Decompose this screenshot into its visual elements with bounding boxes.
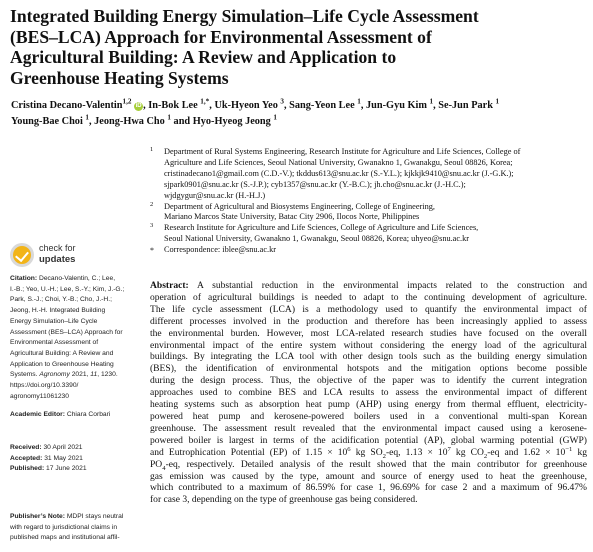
subscript: 2 [483, 452, 488, 460]
author-affil-sup: 1,* [200, 97, 210, 106]
affiliation-number: 1 [150, 146, 154, 153]
abstract-line: which contributed to a maximum of 86.59% for case 1, 96.69% for case 2 and a maximum of 96.47% [150, 482, 587, 494]
author-name: , In-Bok Lee [143, 100, 201, 111]
title-line: Greenhouse Heating Systems [10, 67, 229, 88]
date-received [10, 443, 145, 454]
check-for-updates-label: updates [39, 254, 76, 265]
citation-text: Decano-Valentin, C.; Lee, [37, 275, 116, 282]
author-name: Cristina Decano-Valentin [11, 100, 123, 111]
citation-line [10, 274, 145, 285]
correspondence [150, 245, 590, 256]
affiliation-line: Department of Rural Systems Engineering, Research Institute for Agriculture and Life Sciences, College of [164, 147, 521, 156]
orcid-icon[interactable]: iD [135, 103, 142, 109]
title-line: Agricultural Building: A Review and Application to [10, 47, 397, 67]
abstract-line: heating systems such as absorption heat pump (AHP) using energy from thermal effluent, electricity- [150, 399, 587, 411]
abstract-line: gas emission was caused by the type, amount and source of energy used to heat the greenhouse, [150, 470, 587, 482]
citation-line [10, 370, 145, 381]
abstract-line: buildings. By integrating the LCA tool with other design tools such as the building energy simulation [150, 351, 587, 363]
title-line: (BES–LCA) Approach for Environmental Assessment of [10, 26, 432, 47]
editor-name: Chiara Corbari [65, 411, 111, 418]
abstract-line: approaches used to combine BES and LCA results to assess the environmental impact of different [150, 387, 587, 399]
affiliation-3 [150, 223, 590, 245]
citation-line: I.-B.; Yeo, U.-H.; Lee, S.-Y.; Kim, J.-G.; [10, 285, 125, 293]
author-list [11, 98, 586, 130]
exponent: −1 [565, 445, 573, 453]
affiliation-number: 3 [150, 222, 154, 230]
publisher-note [10, 512, 145, 544]
abstract-text: kg [572, 446, 587, 458]
correspondence-marker: * [150, 246, 154, 256]
abstract-line: during the design process. Thus, the objective of the paper was to identify the current integration [150, 375, 587, 387]
affiliation-2 [150, 202, 590, 224]
abstract-text: PO [150, 458, 163, 470]
abstract-line [150, 459, 587, 471]
title-line: Integrated Building Energy Simulation–Life Cycle Assessment [10, 6, 479, 26]
author-affil-sup: 1 [357, 97, 361, 106]
abstract-text: kg CO [450, 446, 484, 458]
abstract-text: -eq, 1.13 × 10 [385, 446, 448, 458]
abstract-heading: Abstract: [150, 280, 189, 291]
publisher-note-text: MDPI stays neutral [65, 513, 124, 520]
editor-label: Academic Editor: [10, 411, 65, 418]
author-affil-sup: 1 [85, 113, 89, 122]
citation-line: Park, S.-J.; Choi, Y.-B.; Cho, J.-H.; [10, 296, 112, 304]
abstract-line: powered boiler is largest in terms of the acidification potential (AP), global warming potential (GWP) [150, 434, 587, 446]
author-name: , Se-Jun Park [433, 100, 496, 111]
affiliation-line: cristinadecano1@gmail.com (C.D.-V.); tkddus613@snu.ac.kr (S.-Y.L.); kjkkjk9410@snu.ac.kr (J.-G.K.); [164, 168, 514, 178]
check-for-updates-label: check for [39, 243, 76, 253]
date-accepted [10, 454, 145, 465]
affiliation-line: Mariano Marcos State University, Batac City 2906, Ilocos Norte, Philippines [164, 212, 420, 222]
author-affil-sup: 1 [429, 97, 434, 106]
affiliations [150, 147, 590, 256]
doi-link[interactable]: agronomy11061230 [10, 392, 69, 400]
abstract-line: for case 3, depending on the type of greenhouse gas being considered. [150, 494, 418, 506]
affiliation-line: wjdgygur@snu.ac.kr (H.-H.J.) [164, 190, 266, 200]
citation-journal: Agronomy [39, 371, 70, 379]
date-value: 31 May 2021 [42, 454, 83, 462]
citation-line: Application to Greenhouse Heating [10, 360, 114, 368]
exponent: 6 [347, 445, 351, 453]
check-for-updates-badge[interactable] [10, 241, 90, 271]
date-published [10, 464, 145, 475]
abstract-line [150, 447, 587, 459]
date-label: Received: [10, 444, 42, 451]
abstract-text: and Eutrophication Potential (EP) of 1.15 × 10 [150, 446, 348, 458]
correspondence-line[interactable]: Correspondence: iblee@snu.ac.kr [164, 245, 277, 255]
abstract-text: kg SO [350, 446, 383, 458]
citation-text: 2021, [69, 371, 91, 379]
affiliation-1 [150, 147, 590, 202]
publisher-note-label: Publisher’s Note: [10, 513, 65, 520]
author-name: , Jeong-Hwa Cho [89, 116, 168, 127]
date-label: Accepted: [10, 454, 43, 462]
article-title [10, 6, 585, 88]
citation-text: , 1230. [97, 371, 118, 379]
citation-label: Citation: [10, 275, 38, 282]
abstract [150, 280, 587, 506]
citation-line: Jeong, H.-H. Integrated Building [10, 307, 106, 315]
affiliation-line: sjpark0901@snu.ac.kr (S.-J.P.); cyb1357@snu.ac.kr (Y.-B.C.); jh.cho@snu.ac.kr (J.-H.C.); [164, 179, 466, 189]
abstract-text: -eq, respectively. Detailed analysis of the result showed that the main contributor for greenhouse [165, 458, 587, 470]
affiliation-line: Seoul National University, Gwanakno 1, Gwanakgu, Seoul 08826, Korea; uhyeo@snu.ac.kr [164, 234, 470, 244]
abstract-line: The life cycle assessment (LCA) is a methodology used to quantify the environmental impact of [150, 303, 587, 315]
subscript: 2 [382, 452, 386, 460]
author-name: and Hyo-Hyeog Jeong [170, 116, 274, 127]
author-name: Young-Bae Choi [11, 116, 86, 127]
citation-line: Energy Simulation–Life Cycle [10, 317, 98, 325]
author-affil-sup: 3 [280, 97, 285, 106]
abstract-line: environmental impact of the entire system without considering the energy load of the agricultural [150, 339, 587, 351]
abstract-line: (BES), the identification of environmental hotspots and the mitigation options become possible [150, 363, 587, 375]
abstract-line: powered heat pump and kerosene-powered boilers used in a conventional multi-span Korean [150, 410, 587, 422]
abstract-text: -eq and 1.62 × 10 [487, 446, 566, 458]
abstract-line: the environmental burden. However, most LCA-related research studies have focused on the overall [150, 327, 587, 339]
author-name: , Sang-Yeon Lee [284, 100, 358, 111]
citation-volume: 11 [90, 371, 98, 379]
check-for-updates-icon [10, 243, 34, 267]
author-line-1 [11, 98, 586, 114]
author-affil-sup: 1,2 [122, 97, 132, 106]
citation-line: Agricultural Building: A Review and [10, 349, 114, 357]
affiliation-line: Research Institute for Agriculture and Life Sciences, College of Agriculture and Life Sciences, [164, 223, 479, 233]
abstract-line: greenhouse. The assessment result revealed that the environmental impact caused using a kerosene- [150, 422, 587, 434]
author-name: , Jun-Gyu Kim [360, 100, 430, 111]
affiliation-line: Agriculture and Life Sciences, Seoul National University, Gwanakno 1, Gwanakgu, Seoul 08826, Korea; [164, 157, 513, 167]
author-line-2 [11, 114, 586, 130]
publication-dates [10, 443, 145, 475]
citation-text: Systems. [10, 371, 40, 379]
abstract-line: operation of agricultural buildings is needed to adapt to the continuing development of agriculture. [150, 291, 587, 303]
abstract-line [150, 280, 587, 292]
author-affil-sup: 1 [167, 113, 171, 122]
abstract-text: A substantial reduction in the environmental impacts related to the construction and [188, 280, 587, 291]
date-label: Published: [10, 465, 45, 473]
citation-line: Assessment (BES–LCA) Approach for [10, 328, 123, 336]
affiliation-number: 2 [150, 200, 154, 208]
author-affil-sup: 1 [273, 113, 277, 122]
affiliation-line: Department of Agricultural and Biosystems Engineering, College of Engineering, [164, 201, 435, 211]
doi-link[interactable]: https://doi.org/10.3390/ [10, 382, 79, 390]
publisher-note-text: published maps and institutional affil- [10, 534, 120, 542]
date-value: 17 June 2021 [44, 465, 87, 473]
publisher-note-text: with regard to jurisdictional claims in [10, 523, 118, 531]
subscript: 4 [162, 464, 166, 472]
citation-block [10, 274, 145, 402]
date-value: 30 April 2021 [41, 444, 83, 451]
abstract-line: different processes involved in the production and therefore has been increasingly applied to assess [150, 315, 587, 327]
author-affil-sup: 1 [495, 97, 500, 106]
author-name: , Uk-Hyeon Yeo [209, 100, 281, 111]
academic-editor [10, 410, 145, 421]
citation-line: Environmental Assessment of [10, 339, 99, 347]
exponent: 7 [447, 445, 451, 453]
